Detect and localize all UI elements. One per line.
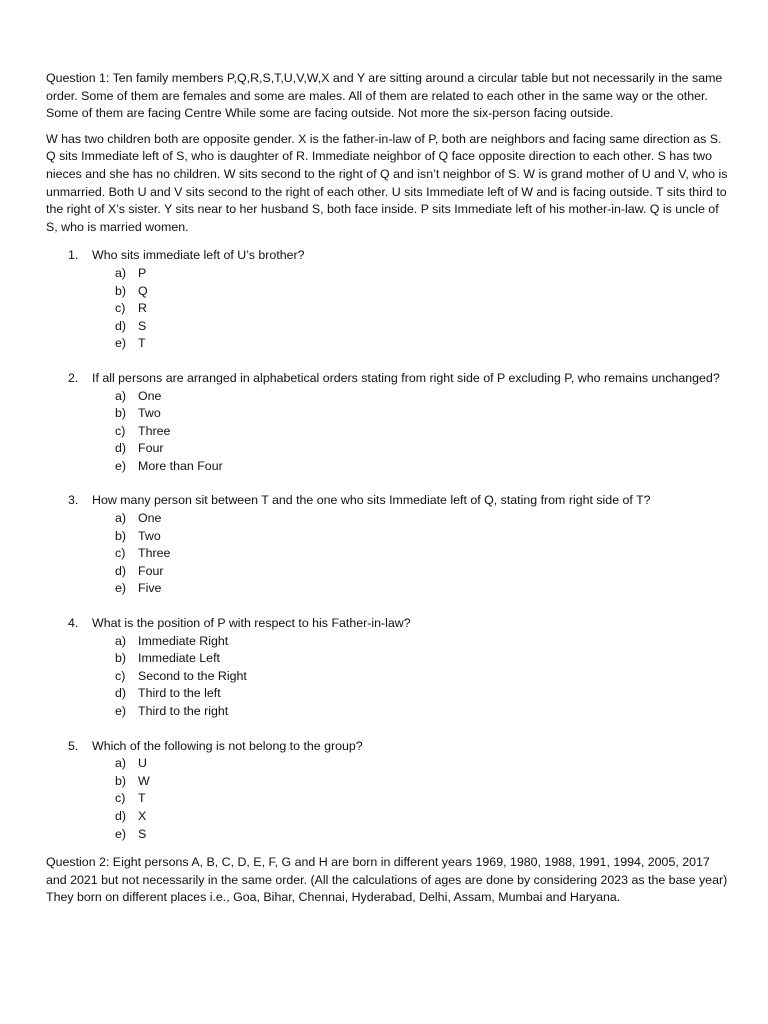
option-letter: b) [115, 406, 127, 421]
question-body [92, 492, 728, 598]
option-text: R [138, 301, 147, 316]
question-item [46, 738, 728, 844]
answer-option [115, 388, 728, 406]
answer-option [115, 335, 728, 353]
option-text: Two [138, 406, 161, 421]
option-letter: e) [115, 336, 127, 351]
option-letter: c) [115, 668, 126, 683]
option-text: Two [138, 528, 161, 543]
question-number: 3. [68, 493, 79, 508]
question-body [92, 738, 728, 844]
option-letter: c) [115, 546, 126, 561]
option-text: More than Four [138, 458, 223, 473]
option-text: One [138, 388, 162, 403]
option-text: S [138, 826, 147, 841]
option-text: P [138, 265, 147, 280]
question-body [92, 370, 728, 476]
option-text: Second to the Right [138, 668, 247, 683]
answer-option [115, 405, 728, 423]
answer-option [115, 633, 728, 651]
option-letter: b) [115, 528, 127, 543]
option-text: S [138, 318, 147, 333]
option-text: W [138, 773, 150, 788]
answer-option [115, 685, 728, 703]
answer-option [115, 650, 728, 668]
answer-option [115, 773, 728, 791]
option-text: Five [138, 581, 162, 596]
option-letter: d) [115, 808, 127, 823]
answer-option [115, 668, 728, 686]
answer-option [115, 563, 728, 581]
answer-option [115, 283, 728, 301]
answer-option [115, 300, 728, 318]
question-number: 5. [68, 738, 79, 753]
option-letter: c) [115, 301, 126, 316]
option-text: Three [138, 423, 171, 438]
option-text: Q [138, 283, 148, 298]
option-letter: e) [115, 458, 127, 473]
answer-option [115, 265, 728, 283]
question-text: What is the position of P with respect to his Father-in-law? [92, 616, 411, 631]
question-number: 4. [68, 616, 79, 631]
question-2-intro: Question 2: Eight persons A, B, C, D, E, F, G and H are born in different years 1969, 1980, 1988, 1991, 1994, 2005, 2017 and 2021 but not necessarily in the same order. (All the calculations of ages are done by considering 2023 as the base year) They born on different places i.e., Goa, Bihar, Chennai, Hyderabad, Delhi, Assam, Mumbai and Haryana. [46, 855, 728, 905]
answer-option [115, 703, 728, 721]
option-letter: e) [115, 704, 127, 718]
question-text: How many person sit between T and the one who sits Immediate left of Q, stating from right side of T? [92, 493, 651, 508]
option-text: X [138, 808, 147, 823]
question-item [46, 615, 728, 721]
question-number: 1. [68, 248, 79, 263]
question-body [92, 615, 728, 721]
option-letter: d) [115, 441, 127, 456]
option-letter: e) [115, 581, 127, 596]
answer-option [115, 440, 728, 458]
answer-option [115, 510, 728, 528]
question-1-info: W has two children both are opposite gender. X is the father-in-law of P, both are neighbors and facing same direction as S. Q sits Immediate left of S, who is daughter of R. Immediate neighbor of Q face opposite direction to each other. S has two nieces and she has no children. W sits second to the right of Q and isn’t neighbor of S. W is grand mother of U and V, who is unmarried. Both U and V sits second to the right of each other. U sits Immediate left of W and is facing outside. T sits third to the right of X’s sister. Y sits near to her husband S, both face inside. P sits Immediate left of his mother-in-law. Q is uncle of S, who is married women. [46, 131, 728, 234]
option-text: U [138, 756, 147, 771]
question-item [46, 370, 728, 476]
answer-option [115, 808, 728, 826]
option-text: Four [138, 441, 164, 456]
question-item [46, 247, 728, 353]
option-letter: c) [115, 791, 126, 806]
question-item [46, 492, 728, 598]
option-letter: b) [115, 773, 127, 788]
option-text: Four [138, 563, 164, 578]
option-letter: d) [115, 318, 127, 333]
answer-option [115, 545, 728, 563]
option-text: T [138, 791, 146, 806]
question-list [46, 247, 728, 843]
question-text: Who sits immediate left of U’s brother? [92, 248, 305, 263]
answer-option [115, 755, 728, 773]
option-letter: a) [115, 388, 127, 403]
question-1-intro: Question 1: Ten family members P,Q,R,S,T,U,V,W,X and Y are sitting around a circular table but not necessarily in the same order. Some of them are females and some are males. All of them are related to each other in the same way or the other. Some of them are facing Centre While some are facing outside. Not more the six-person facing outside. [46, 71, 723, 121]
option-letter: b) [115, 651, 127, 666]
answer-option [115, 528, 728, 546]
question-body [92, 247, 728, 353]
option-text: T [138, 336, 146, 351]
option-letter: d) [115, 686, 127, 701]
option-text: Third to the right [138, 704, 229, 718]
option-letter: a) [115, 265, 127, 280]
answer-option [115, 826, 728, 844]
option-text: Three [138, 546, 171, 561]
option-letter: a) [115, 633, 127, 648]
answer-option [115, 318, 728, 336]
option-text: Immediate Left [138, 651, 220, 666]
answer-option [115, 790, 728, 808]
question-number: 2. [68, 370, 79, 385]
option-letter: d) [115, 563, 127, 578]
answer-option [115, 423, 728, 441]
option-letter: e) [115, 826, 127, 841]
answer-option [115, 580, 728, 598]
option-text: Third to the left [138, 686, 221, 701]
option-letter: c) [115, 423, 126, 438]
option-letter: a) [115, 756, 127, 771]
option-letter: a) [115, 511, 127, 526]
answer-option [115, 458, 728, 476]
question-text: If all persons are arranged in alphabetical orders stating from right side of P excluding P, who remains unchanged? [92, 370, 720, 385]
question-text: Which of the following is not belong to the group? [92, 738, 363, 753]
option-letter: b) [115, 283, 127, 298]
option-text: Immediate Right [138, 633, 229, 648]
option-text: One [138, 511, 162, 526]
document-content [46, 70, 728, 915]
